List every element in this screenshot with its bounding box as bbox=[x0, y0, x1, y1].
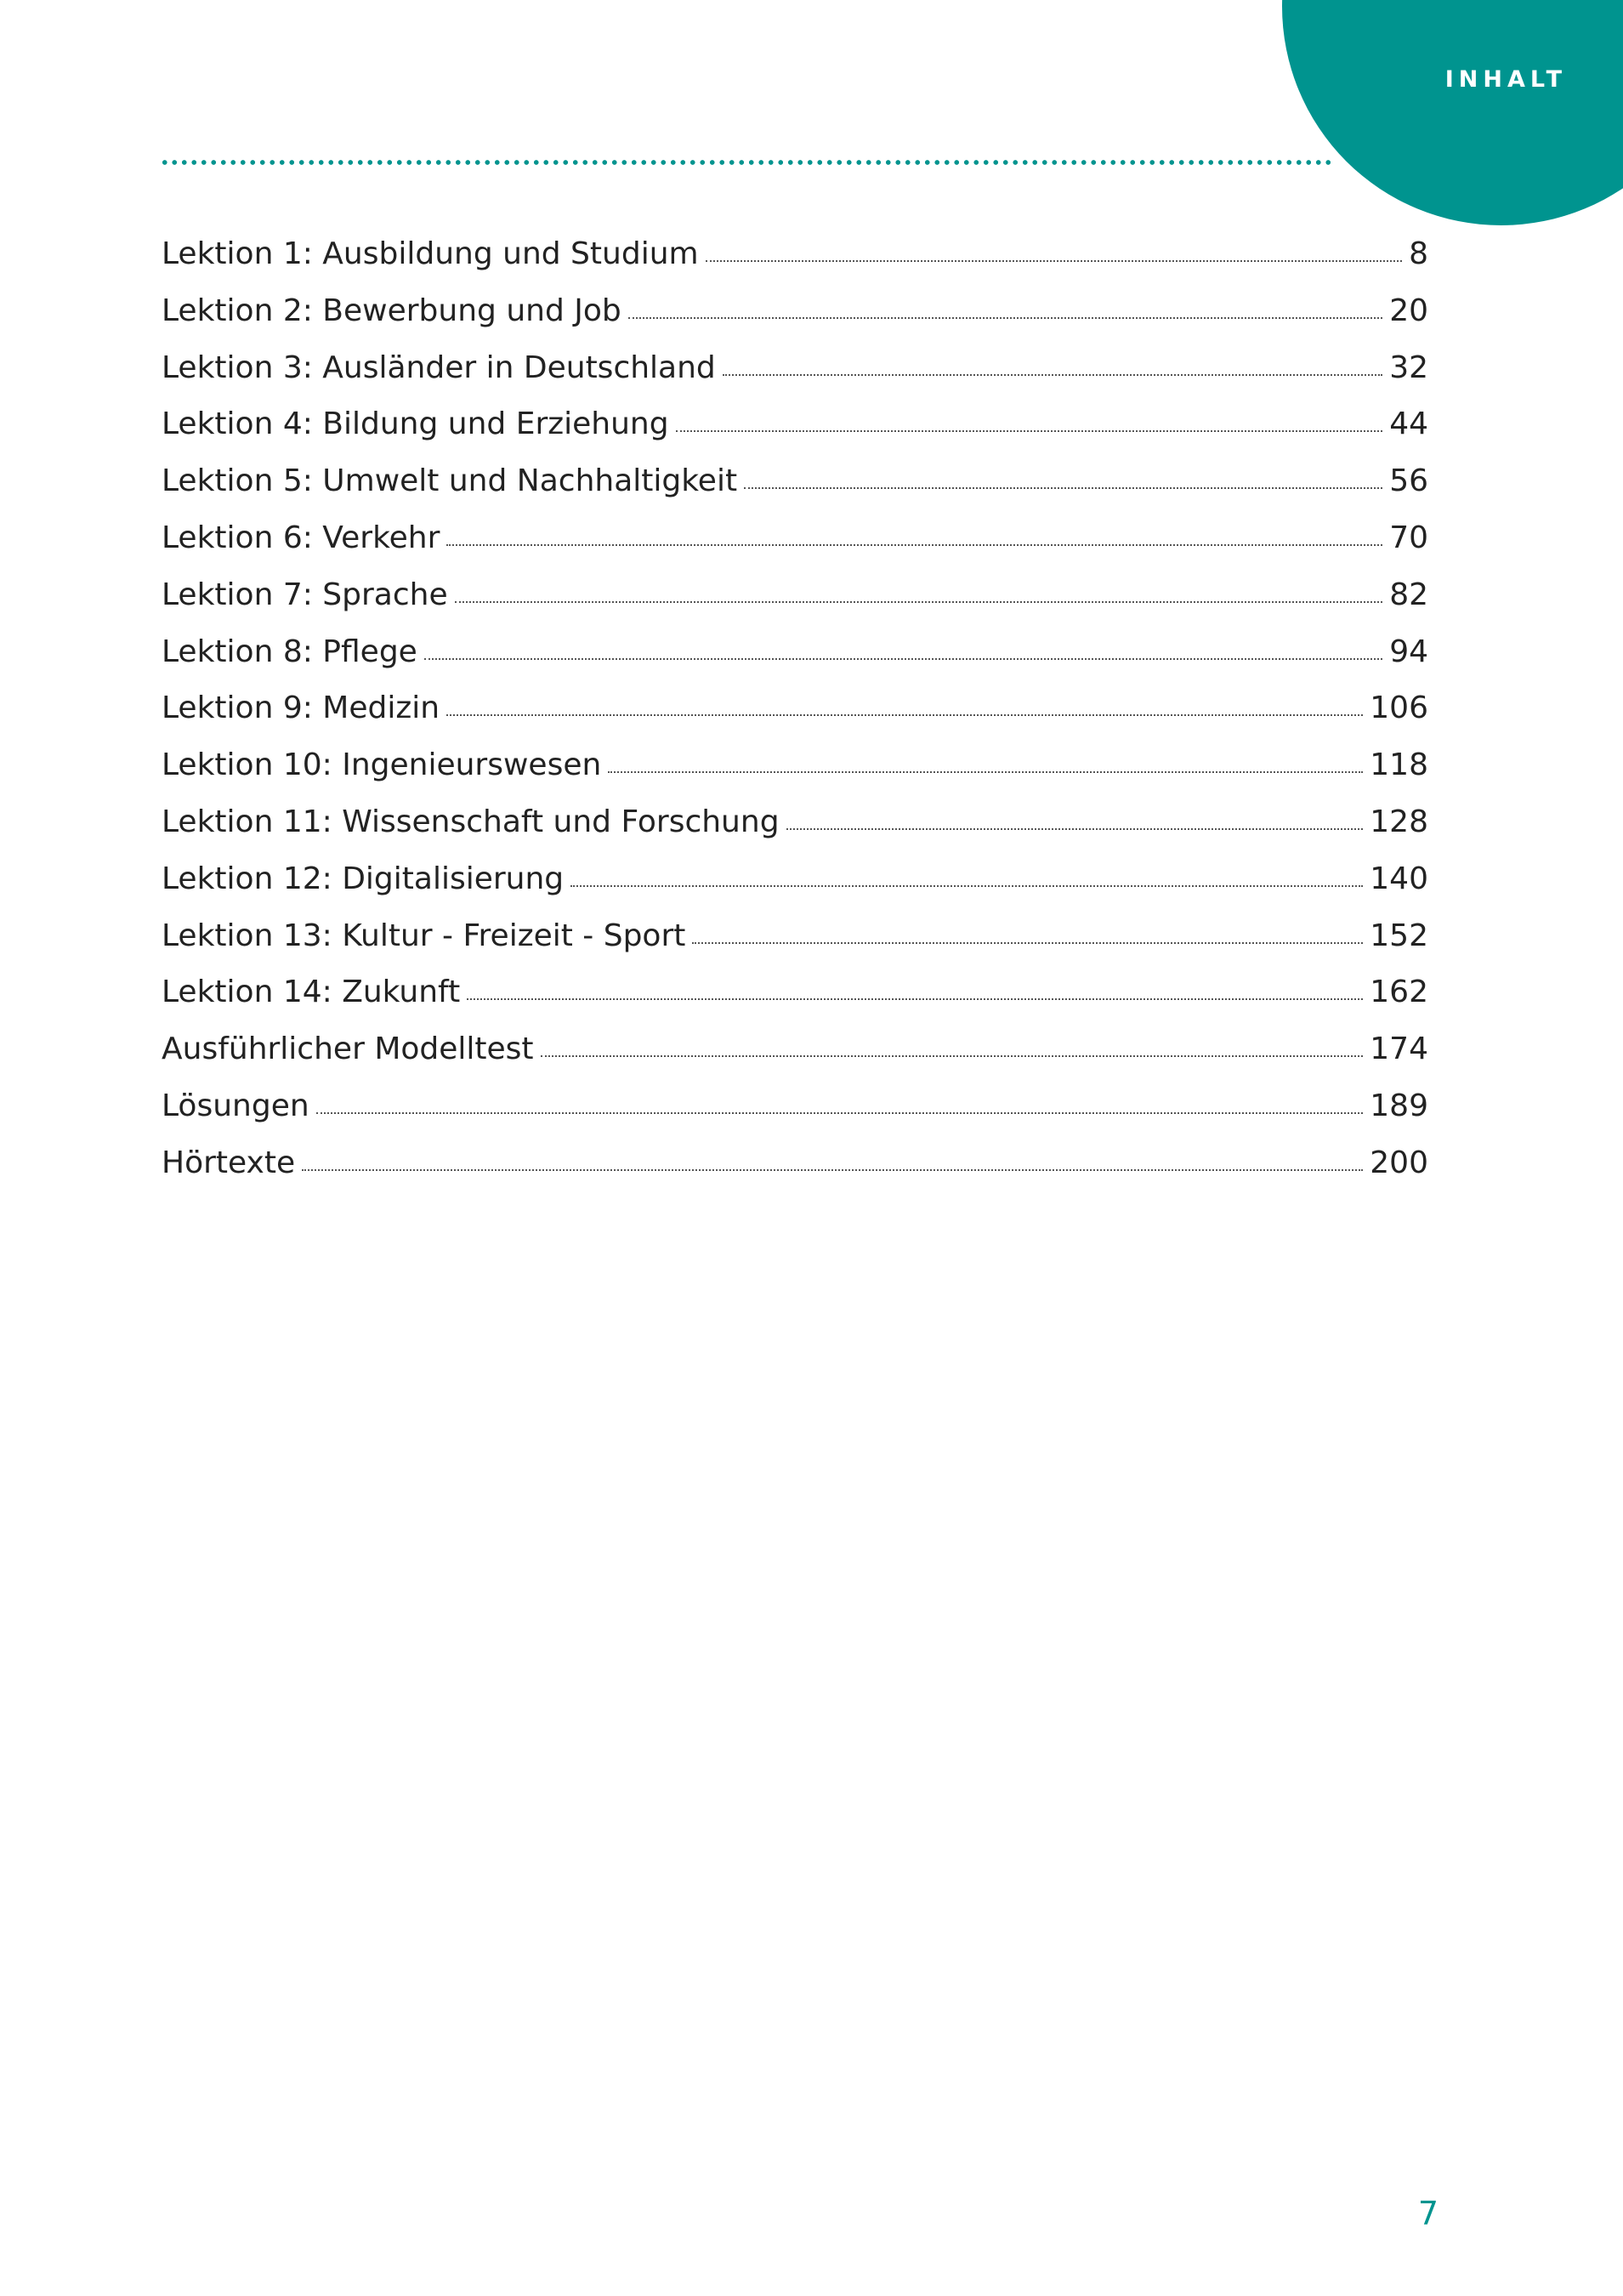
toc-leader bbox=[786, 828, 1364, 830]
toc-entry-title: Lektion 2: Bewerbung und Job bbox=[162, 293, 621, 328]
toc-leader bbox=[608, 771, 1363, 773]
toc-leader bbox=[424, 658, 1382, 660]
toc-entry-page: 70 bbox=[1389, 520, 1428, 555]
toc-entry[interactable] bbox=[162, 968, 1428, 1025]
toc-entry-title: Hörtexte bbox=[162, 1145, 296, 1180]
table-of-contents bbox=[162, 230, 1428, 1196]
toc-entry-page: 44 bbox=[1389, 406, 1428, 442]
toc-leader bbox=[628, 317, 1382, 319]
toc-entry-page: 56 bbox=[1389, 463, 1428, 499]
toc-entry[interactable] bbox=[162, 741, 1428, 798]
toc-entry-title: Lektion 1: Ausbildung und Studium bbox=[162, 236, 699, 271]
toc-entry-page: 128 bbox=[1370, 804, 1428, 839]
toc-entry-page: 20 bbox=[1389, 293, 1428, 328]
toc-entry-page: 162 bbox=[1370, 975, 1428, 1010]
toc-entry-page: 174 bbox=[1370, 1031, 1428, 1067]
toc-leader bbox=[570, 885, 1363, 887]
toc-entry-page: 189 bbox=[1370, 1088, 1428, 1123]
toc-entry-page: 106 bbox=[1370, 691, 1428, 726]
toc-leader bbox=[706, 260, 1403, 262]
toc-leader bbox=[446, 544, 1382, 546]
toc-entry-title: Lektion 14: Zukunft bbox=[162, 975, 461, 1010]
page-number: 7 bbox=[1417, 2195, 1439, 2232]
toc-entry-title: Lektion 3: Ausländer in Deutschland bbox=[162, 350, 716, 385]
toc-entry-title: Lektion 4: Bildung und Erziehung bbox=[162, 406, 669, 442]
toc-entry-title: Lektion 11: Wissenschaft und Forschung bbox=[162, 804, 780, 839]
toc-leader bbox=[302, 1169, 1363, 1171]
toc-entry[interactable] bbox=[162, 230, 1428, 287]
toc-entry[interactable] bbox=[162, 457, 1428, 514]
toc-leader bbox=[676, 430, 1383, 432]
toc-leader bbox=[446, 714, 1363, 716]
toc-leader bbox=[541, 1055, 1364, 1057]
toc-entry[interactable] bbox=[162, 912, 1428, 969]
toc-entry-page: 200 bbox=[1370, 1145, 1428, 1180]
toc-entry[interactable] bbox=[162, 571, 1428, 628]
toc-entry[interactable] bbox=[162, 855, 1428, 912]
toc-entry-title: Lektion 7: Sprache bbox=[162, 577, 448, 612]
toc-entry-title: Lektion 12: Digitalisierung bbox=[162, 861, 565, 896]
toc-entry[interactable] bbox=[162, 514, 1428, 571]
toc-entry-title: Lektion 6: Verkehr bbox=[162, 520, 440, 555]
toc-entry-page: 118 bbox=[1370, 747, 1428, 783]
toc-entry-title: Lektion 9: Medizin bbox=[162, 691, 440, 726]
toc-entry-page: 8 bbox=[1409, 236, 1428, 271]
corner-decoration bbox=[1282, 0, 1623, 225]
toc-entry-page: 82 bbox=[1389, 577, 1428, 612]
toc-leader bbox=[455, 601, 1383, 603]
toc-entry-page: 152 bbox=[1370, 918, 1428, 953]
toc-entry-title: Lösungen bbox=[162, 1088, 309, 1123]
toc-entry-page: 140 bbox=[1370, 861, 1428, 896]
toc-entry-page: 32 bbox=[1389, 350, 1428, 385]
toc-entry-title: Lektion 10: Ingenieurswesen bbox=[162, 747, 602, 783]
toc-entry-title: Lektion 5: Umwelt und Nachhaltigkeit bbox=[162, 463, 738, 499]
toc-entry[interactable] bbox=[162, 400, 1428, 457]
toc-entry[interactable] bbox=[162, 344, 1428, 401]
toc-leader bbox=[316, 1112, 1364, 1114]
toc-entry[interactable] bbox=[162, 1025, 1428, 1082]
toc-entry[interactable] bbox=[162, 287, 1428, 344]
dotted-divider bbox=[160, 158, 1333, 167]
toc-entry-title: Lektion 8: Pflege bbox=[162, 634, 417, 669]
toc-leader bbox=[744, 487, 1382, 489]
toc-entry[interactable] bbox=[162, 628, 1428, 685]
section-label: INHALT bbox=[1444, 66, 1567, 93]
toc-entry-title: Ausführlicher Modelltest bbox=[162, 1031, 534, 1067]
toc-leader bbox=[723, 374, 1382, 376]
toc-leader bbox=[692, 942, 1363, 944]
toc-entry-page: 94 bbox=[1389, 634, 1428, 669]
toc-entry[interactable] bbox=[162, 684, 1428, 741]
toc-entry[interactable] bbox=[162, 1082, 1428, 1139]
toc-entry-title: Lektion 13: Kultur - Freizeit - Sport bbox=[162, 918, 686, 953]
toc-entry[interactable] bbox=[162, 1139, 1428, 1196]
toc-entry[interactable] bbox=[162, 798, 1428, 855]
toc-leader bbox=[467, 998, 1363, 1000]
